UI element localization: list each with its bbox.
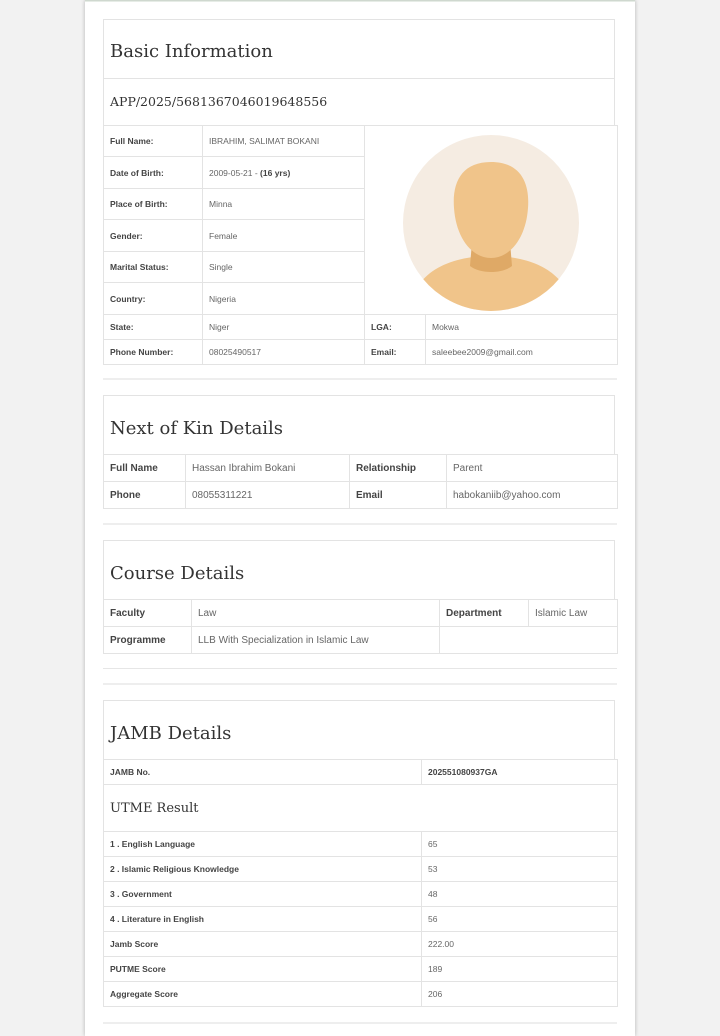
- section-divider: [103, 1022, 617, 1024]
- programme-label: Programme: [104, 627, 192, 654]
- putme-score-label: PUTME Score: [104, 957, 422, 982]
- subject-name: 3 . Government: [104, 882, 422, 907]
- jamb-no-value: 202551080937GA: [422, 760, 618, 785]
- gender-value: Female: [203, 220, 365, 252]
- phone-value: 08025490517: [203, 340, 365, 365]
- subject-score: 53: [422, 857, 618, 882]
- basic-info-title: Basic Information: [103, 19, 615, 79]
- age-value: (16 yrs): [260, 167, 291, 178]
- kin-full-name-value: Hassan Ibrahim Bokani: [186, 455, 350, 482]
- section-divider: [103, 523, 617, 525]
- state-value: Niger: [203, 315, 365, 340]
- kin-table: [103, 454, 618, 509]
- lga-value: Mokwa: [426, 315, 618, 340]
- jamb-title: JAMB Details: [103, 700, 615, 759]
- faculty-value: Law: [192, 600, 440, 627]
- marital-value: Single: [203, 252, 365, 283]
- basic-info-table: [103, 125, 618, 365]
- department-label: Department: [440, 600, 529, 627]
- kin-relationship-value: Parent: [447, 455, 618, 482]
- programme-value: LLB With Specialization in Islamic Law: [192, 627, 440, 654]
- aggregate-score-value: 206: [422, 982, 618, 1007]
- kin-full-name-label: Full Name: [104, 455, 186, 482]
- email-label: Email:: [365, 340, 426, 365]
- pob-label: Place of Birth:: [104, 189, 203, 220]
- aggregate-score-label: Aggregate Score: [104, 982, 422, 1007]
- top-border-line: [85, 0, 635, 1]
- course-table: [103, 599, 618, 654]
- section-divider: [103, 683, 617, 685]
- table-row: [104, 907, 618, 932]
- subject-score: 65: [422, 832, 618, 857]
- section-divider: [103, 668, 617, 669]
- table-row: [104, 857, 618, 882]
- full-name-label: Full Name:: [104, 126, 203, 157]
- kin-phone-label: Phone: [104, 482, 186, 509]
- putme-score-value: 189: [422, 957, 618, 982]
- faculty-label: Faculty: [104, 600, 192, 627]
- subject-score: 48: [422, 882, 618, 907]
- table-row: [104, 882, 618, 907]
- dob-value: 2009-05-21 - (16 yrs): [203, 157, 365, 189]
- country-value: Nigeria: [203, 283, 365, 315]
- subject-score: 56: [422, 907, 618, 932]
- kin-email-value: habokaniib@yahoo.com: [447, 482, 618, 509]
- application-number: APP/2025/5681367046019648556: [103, 79, 615, 125]
- country-label: Country:: [104, 283, 203, 315]
- course-title: Course Details: [103, 540, 615, 599]
- jamb-score-label: Jamb Score: [104, 932, 422, 957]
- section-divider: [103, 378, 617, 380]
- kin-phone-value: 08055311221: [186, 482, 350, 509]
- subject-name: 1 . English Language: [104, 832, 422, 857]
- marital-label: Marital Status:: [104, 252, 203, 283]
- email-value: saleebee2009@gmail.com: [426, 340, 618, 365]
- state-label: State:: [104, 315, 203, 340]
- pob-value: Minna: [203, 189, 365, 220]
- utme-result-title: UTME Result: [104, 785, 618, 832]
- lga-label: LGA:: [365, 315, 426, 340]
- empty-cell: [440, 627, 618, 654]
- gender-label: Gender:: [104, 220, 203, 252]
- kin-email-label: Email: [350, 482, 447, 509]
- subject-name: 4 . Literature in English: [104, 907, 422, 932]
- full-name-value: IBRAHIM, SALIMAT BOKANI: [203, 126, 365, 157]
- department-value: Islamic Law: [529, 600, 618, 627]
- jamb-table: [103, 759, 618, 1007]
- table-row: [104, 832, 618, 857]
- jamb-score-value: 222.00: [422, 932, 618, 957]
- kin-title: Next of Kin Details: [103, 395, 615, 454]
- photo-cell: [365, 126, 618, 315]
- jamb-no-label: JAMB No.: [104, 760, 422, 785]
- dob-label: Date of Birth:: [104, 157, 203, 189]
- phone-label: Phone Number:: [104, 340, 203, 365]
- kin-relationship-label: Relationship: [350, 455, 447, 482]
- subject-name: 2 . Islamic Religious Knowledge: [104, 857, 422, 882]
- avatar: [402, 134, 580, 312]
